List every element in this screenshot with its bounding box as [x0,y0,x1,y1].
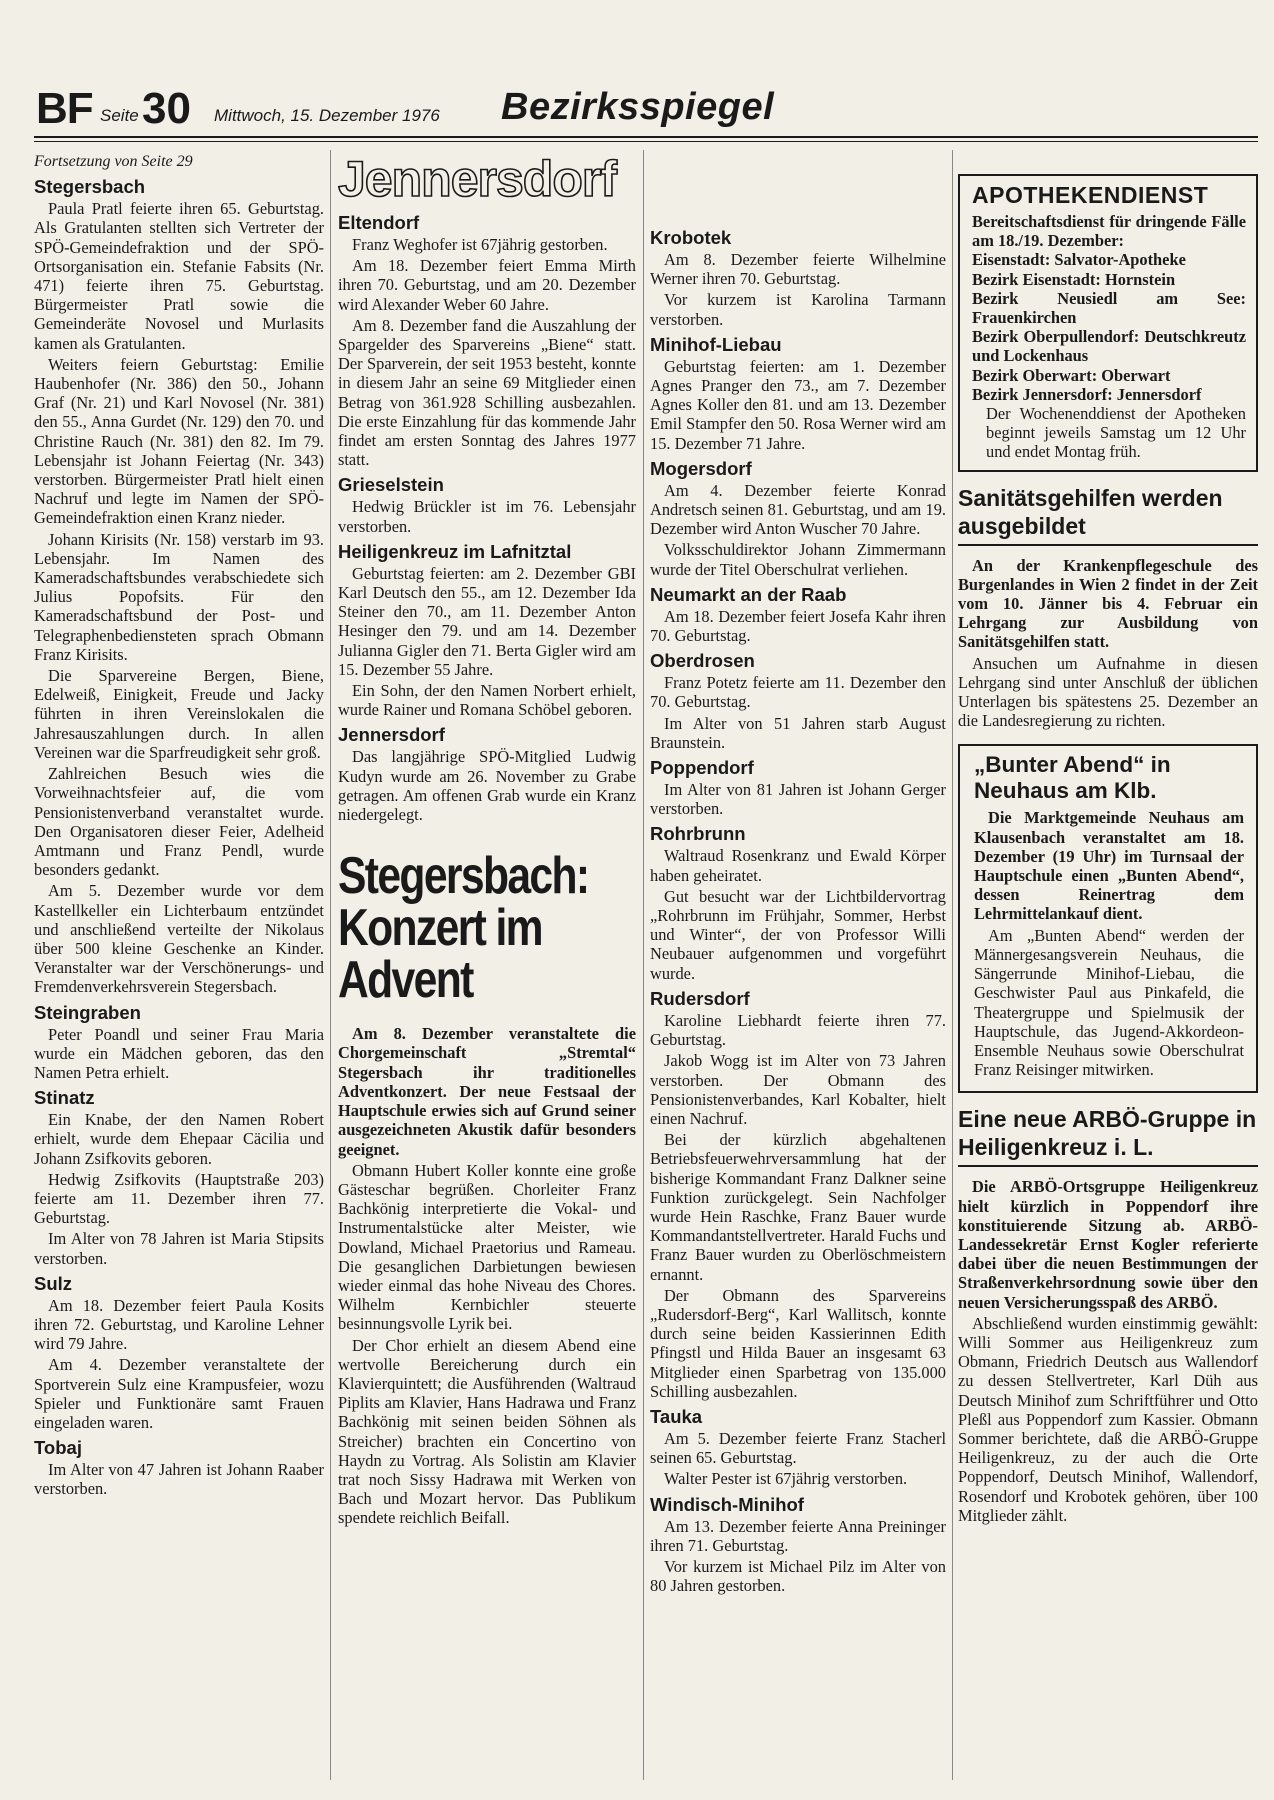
apotheke-line: Bezirk Eisenstadt: Hornstein [972,269,1176,289]
paragraph: Bei der kürzlich abgehaltenen Betriebsfeuerwehrversammlung hat der bisherige Kommandant Franz Dalkner seine Funktion zurückgelegt. Sein Nachfolger wurde Hein Raschke, Franz Bauer wurde Kommandantstellvertreter. Harald Fuchs und Franz Bauer wurden zu Oberlöschmeistern ernannt. [650,1130,946,1284]
paragraph: Das langjährige SPÖ-Mitglied Ludwig Kudyn wurde am 26. November zu Grabe getragen. Am offenen Grab wurde ein Kranz niedergelegt. [338,747,636,825]
heading-sulz: Sulz [34,1272,73,1294]
paragraph: Waltraud Rosenkranz und Ewald Körper haben geheiratet. [650,846,946,885]
apothekendienst-title: APOTHEKENDIENST [972,182,1209,208]
masthead-section-title: Bezirksspiegel [501,86,775,128]
continued-note: Fortsetzung von Seite 29 [34,153,193,170]
paragraph: Volksschuldirektor Johann Zimmermann wurde der Titel Oberschulrat verliehen. [650,540,946,579]
heading-grieselstein: Grieselstein [338,474,444,496]
paragraph: Am 18. Dezember feiert Paula Kosits ihren 72. Geburtstag, und Karoline Lehner wird 79 Jahre. [34,1295,324,1354]
apotheke-line: Bezirk Neusiedl am See: Frauenkirchen [972,288,1246,328]
paragraph: Am 4. Dezember feierte Konrad Andretsch seinen 81. Geburtstag, und am 19. Dezember wird Anton Wuscher 70 Jahre. [650,480,946,539]
heading-heiligenkreuz: Heiligenkreuz im Lafnitztal [338,540,572,562]
district-heading-jennersdorf: Jennersdorf [338,151,616,207]
paragraph: Im Alter von 78 Jahren ist Maria Stipsits verstorben. [34,1229,324,1268]
paragraph: Vor kurzem ist Michael Pilz im Alter von 80 Jahren gestorben. [650,1556,946,1596]
paragraph: Am 13. Dezember feierte Anna Preininger ihren 71. Geburtstag. [650,1516,946,1555]
paragraph: Am 4. Dezember veranstaltete der Sportverein Sulz eine Krampusfeier, wozu Spieler und Funktionäre samt Frauen eingeladen waren. [34,1355,324,1432]
heading-windisch-minihof: Windisch-Minihof [650,1493,804,1515]
article-lead: Am 8. Dezember veranstaltete die Chorgemeinschaft „Stremtal“ Stegersbach ihr traditionelles Adventkonzert. Der neue Festsaal der Hauptschule erwies sich auf Grund seiner ausgezeichneten Akustik dafür besonders geeignet. [338,1024,636,1159]
paragraph: Am 5. Dezember wurde vor dem Kastellkeller ein Lichterbaum entzündet und anschließend verteilte der Nikolaus über 500 kleine Geschenke an Kinder. Veranstalter war der Verschönerungs- und Fremdenverkehrsverein Stegersbach. [34,881,324,997]
masthead-rule-thin [34,141,1258,142]
paragraph: Karoline Liebhardt feierte ihren 77. Geburtstag. [650,1010,946,1050]
apotheke-line: Eisenstadt: Salvator-Apotheke [972,250,1186,270]
heading-stegersbach: Stegersbach [34,176,146,198]
masthead-date: Mittwoch, 15. Dezember 1976 [214,106,440,125]
paragraph: Am 8. Dezember feierte Wilhelmine Werner ihren 70. Geburtstag. [650,250,946,289]
apotheke-line: Bezirk Oberpullendorf: Deutschkreutz und Lockenhaus [972,327,1246,366]
paragraph: Die Sparvereine Bergen, Biene, Edelweiß, Einigkeit, Freude und Jacky führten in ihren Vereinslokalen die Jahresauszahlungen durch. In allen Vereinen war die Sparfreudigkeit sehr groß. [34,666,324,762]
paragraph: Der Chor erhielt an diesem Abend eine wertvolle Bereicherung durch ein Klavierquintett; die Ausführenden (Waltraud Piplits am Klavier, Hans Hadrawa und Franz Bachkönig mit seinen beiden Söhnen als Streicher) brachten ein Concertino von Haydn zu Vortrag. Als Solistin am Klavier trat noch Sissy Hadrawa mit Werken von Bach und Mozart hervor. Das Publikum spendete reichlich Beifall. [338,1335,636,1528]
heading-oberdrosen: Oberdrosen [650,650,755,672]
headline-bunter-abend: „Bunter Abend“ in Neuhaus am Klb. [974,752,1171,804]
apotheke-intro: Bereitschaftsdienst für dringende Fälle am 18./19. Dezember: [972,212,1246,251]
paragraph: Franz Potetz feierte am 11. Dezember den 70. Geburtstag. [650,673,946,712]
paragraph: Walter Pester ist 67jährig verstorben. [664,1469,908,1489]
paragraph: Der Obmann des Sparvereins „Rudersdorf-Berg“, Karl Wallitsch, konnte durch seine beiden Kassierinnen Edith Pfingstl und Hilda Bauer an insgesamt 63 Mitglieder einen Sparbetrag von 135.000 Schilling ausbezahlen. [650,1285,946,1401]
heading-eltendorf: Eltendorf [338,212,420,233]
heading-stinatz: Stinatz [34,1087,95,1109]
apothekendienst-box [958,174,1258,472]
heading-rohrbrunn: Rohrbrunn [650,823,746,845]
paragraph: Abschließend wurden einstimmig gewählt: Willi Sommer aus Heiligenkreuz zum Obmann, Friedrich Deutsch aus Wallendorf zu dessen Stellvertreter, Karl Düh aus Deutsch Minihof zum Schriftführer und Otto Pleßl aus Poppendorf zum Kassier. Obmann Sommer berichtete, daß die ARBÖ-Gruppe Heiligenkreuz, zu der auch die Orte Poppendorf, Deutsch Minihof, Wallendorf, Rosendorf und Krobotek gehören, über 100 Mitglieder zählt. [958,1313,1258,1525]
apotheke-note: Der Wochenenddienst der Apotheken beginnt jeweils Samstag um 12 Uhr und endet Montag früh. [986,404,1246,462]
headline-rule [958,544,1258,546]
paragraph: Ein Knabe, der den Namen Robert erhielt, wurde dem Ehepaar Cäcilia und Johann Zsifkovits geboren. [34,1110,324,1168]
paragraph: Gut besucht war der Lichtbildervortrag „Rohrbrunn im Frühjahr, Sommer, Herbst und Winter“, der von Professor Willi Neubauer aufgenommen und vorgeführt wurde. [650,886,946,983]
heading-steingraben: Steingraben [34,1001,141,1023]
column-4 [958,174,1258,1527]
paragraph: Am 8. Dezember fand die Auszahlung der Spargelder des Sparvereins „Biene“ statt. Der Sparverein, der seit 1953 besteht, konnte in diesem Jahr an seine 69 Mitglieder einen Betrag von 361.928 Schilling ausbezahlen. Die erste Einzahlung für das kommende Jahr findet am ersten Sonntag des Jahres 1977 statt. [338,315,636,470]
paragraph: Hedwig Brückler ist im 76. Lebensjahr verstorben. [338,497,636,536]
bunter-abend-box [958,744,1258,1093]
column-separator [643,150,644,1780]
masthead-page-number: 30 [142,84,191,133]
paragraph: Zahlreichen Besuch wies die Vorweihnachtsfeier auf, die vom Pensionistenverband veranstaltet wurde. Den Organisatoren dieser Feier, Adelheid Amtmann und Franz Pendl, wurde besonders gedankt. [34,764,324,880]
paragraph: Am 5. Dezember feierte Franz Stacherl seinen 65. Geburtstag. [650,1428,946,1468]
heading-krobotek: Krobotek [650,227,732,248]
paragraph: Obmann Hubert Koller konnte eine große Gästeschar begrüßen. Chorleiter Franz Bachkönig interpretierte die Vokal- und Instrumentalstücke alter Meister, wie Dowland, Michael Praetorius und Rameau. Die gesanglichen Darbietungen bewiesen wieder einmal das hohe Niveau des Chores. Wilhelm Kernbichler steuerte besinnungsvolle Lyrik bei. [338,1160,636,1334]
article-lead: Die ARBÖ-Ortsgruppe Heiligenkreuz hielt kürzlich in Poppendorf ihre konstituierende Sitzung ab. ARBÖ-Landessekretär Ernst Kogler referierte dabei über die neuen Bestimmungen der Straßenverkehrsordnung sowie über den neuen Versicherungsspaß des ARBÖ. [958,1177,1258,1312]
column-separator [952,150,953,1780]
apotheke-line: Bezirk Oberwart: Oberwart [972,365,1171,385]
paragraph: Im Alter von 51 Jahren starb August Braunstein. [650,713,946,752]
column-3 [650,222,946,1597]
headline-konzert: Stegersbach: Konzert im Advent [338,847,589,1010]
column-2 [338,152,636,1530]
paragraph: Im Alter von 47 Jahren ist Johann Raaber verstorben. [34,1460,324,1499]
paragraph: Johann Kirisits (Nr. 158) verstarb im 93. Lebensjahr. Im Namen des Kameradschaftsbundes verabschiedete sich Julius Popofsits. Für den Kameradschaftsbund der Post- und Telegraphenbediensteten sprach Obmann Franz Kirisits. [34,529,324,664]
paragraph: Peter Poandl und seiner Frau Maria wurde ein Mädchen geboren, das den Namen Petra erhielt. [34,1024,324,1082]
paragraph: Ein Sohn, der den Namen Norbert erhielt, wurde Rainer und Romana Schöbel geboren. [338,681,636,720]
column-1 [34,152,324,1501]
heading-rudersdorf: Rudersdorf [650,987,750,1009]
apotheke-line: Bezirk Jennersdorf: Jennersdorf [972,384,1202,404]
paragraph: Am „Bunten Abend“ werden der Männergesangsverein Neuhaus, die Sängerrunde Minihof-Liebau, die Geschwister Paul aus Pinkafeld, die Theatergruppe und Spielmusik der Hauptschule, das Jugend-Akkordeon-Ensemble Neuhaus sowie Oberschulrat Franz Reisinger mitwirken. [974,925,1244,1080]
heading-jennersdorf: Jennersdorf [338,724,445,746]
article-lead: An der Krankenpflegeschule des Burgenlandes in Wien 2 findet in der Zeit vom 10. Jänner bis 4. Februar ein Lehrgang zur Ausbildung von Sanitätsgehilfen statt. [958,555,1258,652]
paragraph: Geburtstag feierten: am 2. Dezember GBI Karl Deutsch den 55., am 12. Dezember Ida Steiner den 70., am 11. Dezember Anton Hesinger den 79. und am 14. Dezember Julianna Gigler den 71. Berta Gigler wird am 15. Dezember 55 Jahre. [338,563,636,679]
heading-tobaj: Tobaj [34,1437,82,1459]
column-separator [330,150,331,1780]
paragraph: Ansuchen um Aufnahme in diesen Lehrgang sind unter Anschluß der üblichen Unterlagen bis spätestens 25. Dezember an die Landesregierung zu richten. [958,653,1258,731]
paragraph: Franz Weghofer ist 67jährig gestorben. [352,235,608,254]
masthead-seite-label: Seite [100,106,139,125]
paragraph: Jakob Wogg ist im Alter von 73 Jahren verstorben. Der Obmann des Pensionistenverbandes, Karl Kobalter, hielt einen Nachruf. [650,1051,946,1128]
paragraph: Hedwig Zsifkovits (Hauptstraße 203) feierte am 11. Dezember ihren 77. Geburtstag. [34,1169,324,1228]
paragraph: Weiters feiern Geburtstag: Emilie Haubenhofer (Nr. 386) den 50., Johann Graf (Nr. 21) und Karl Novosel (Nr. 381) den 55., Anna Gurdet (Nr. 129) den 70. und Christine Rauch (Nr. 381) den 82. Im 79. Lebensjahr ist Johann Feiertag (Nr. 343) verstorben. Bürgermeister Pratl hielt einen Nachruf und legte im Namen der SPÖ-Gemeindefraktion einen Kranz nieder. [34,354,324,528]
paragraph: Vor kurzem ist Karolina Tarmann verstorben. [650,290,946,329]
heading-neumarkt: Neumarkt an der Raab [650,583,847,605]
heading-minihof-liebau: Minihof-Liebau [650,333,782,355]
paragraph: Geburtstag feierten: am 1. Dezember Agnes Pranger den 73., am 7. Dezember Agnes Koller den 81. und am 13. Dezember Emil Stampfer den 50. Rosa Werner wird am 15. Dezember 71 Jahre. [650,356,946,453]
heading-tauka: Tauka [650,1405,703,1427]
headline-sanitaetsgehilfen: Sanitätsgehilfen werden ausgebildet [958,484,1223,539]
paragraph: Im Alter von 81 Jahren ist Johann Gerger verstorben. [650,780,946,819]
paragraph: Am 18. Dezember feiert Josefa Kahr ihren 70. Geburtstag. [650,606,946,646]
masthead [36,84,1258,136]
article-lead: Die Marktgemeinde Neuhaus am Klausenbach veranstaltet am 18. Dezember (19 Uhr) im Turnsaal der Hauptschule einen „Bunten Abend“, dessen Reinertrag dem Lehrmittelankauf dient. [974,808,1244,924]
masthead-rule [34,136,1258,138]
masthead-logo: BF [36,84,93,133]
heading-poppendorf: Poppendorf [650,757,754,779]
headline-rule [958,1165,1258,1167]
headline-arboe: Eine neue ARBÖ-Gruppe in Heiligenkreuz i. L. [958,1106,1257,1161]
paragraph: Am 18. Dezember feiert Emma Mirth ihren 70. Geburtstag, und am 20. Dezember wird Alexander Weber 60 Jahre. [338,256,636,314]
heading-mogersdorf: Mogersdorf [650,457,752,479]
paragraph: Paula Pratl feierte ihren 65. Geburtstag. Als Gratulanten stellten sich Vertreter der SPÖ-Gemeindefraktion und der SPÖ-Ortsorganisation ein. Stefanie Fabsits (Nr. 471) feierte ihren 75. Geburtstag. Bürgermeister Pratl sowie die Gemeinderäte Novosel und Murlasits kamen als Gratulanten. [34,199,324,353]
